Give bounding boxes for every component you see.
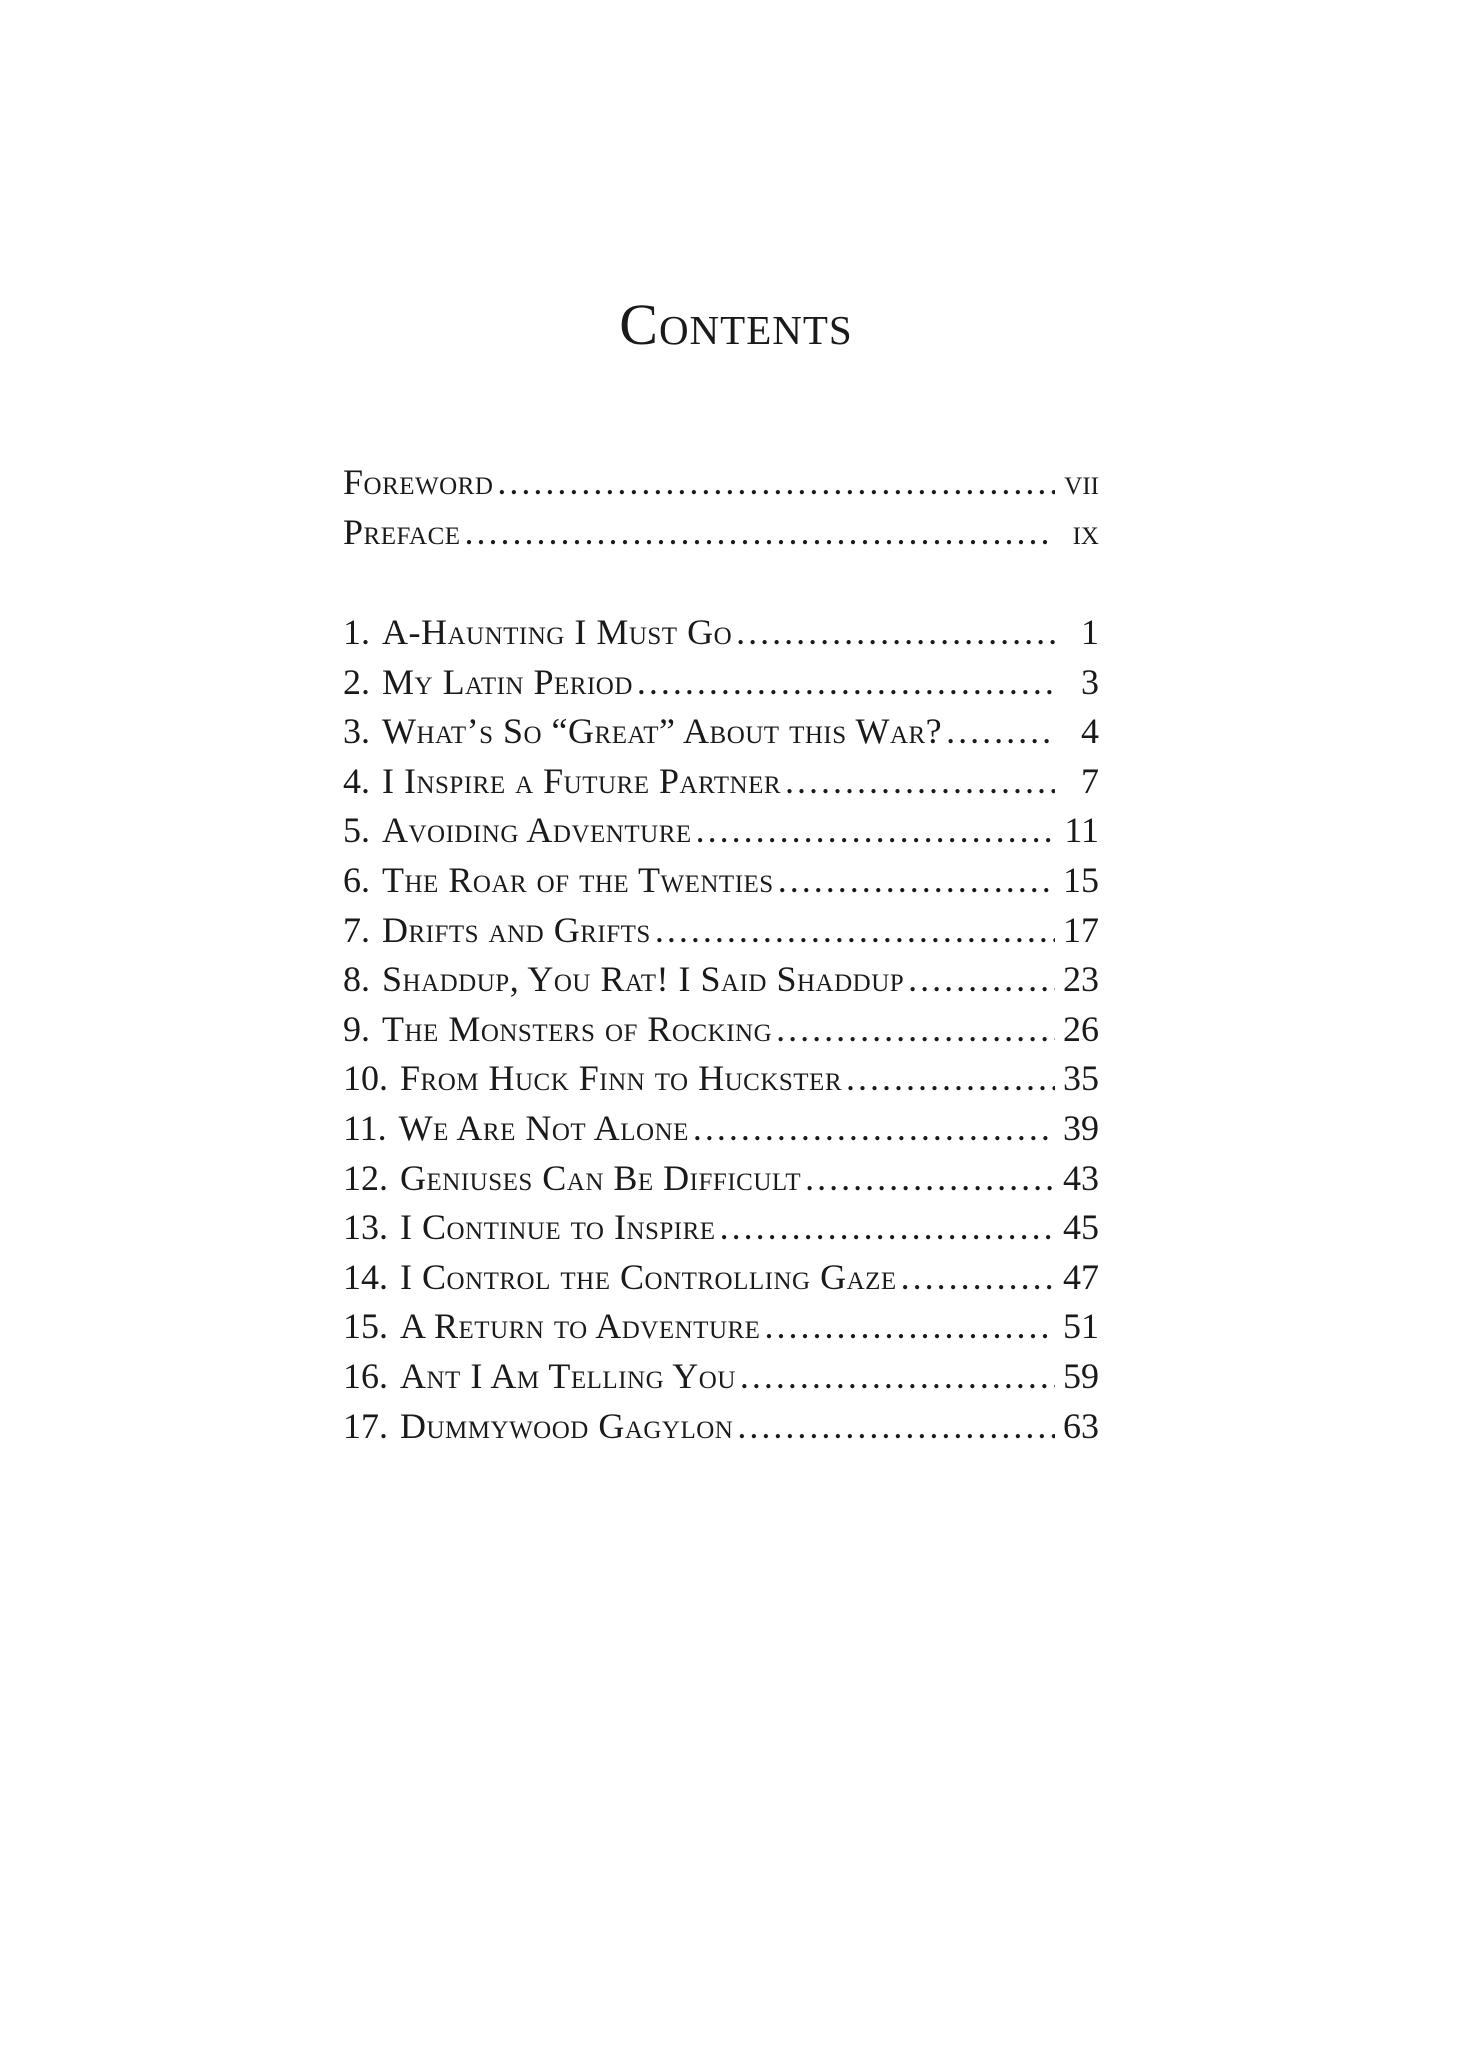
chapter-title: Avoiding Adventure bbox=[382, 810, 692, 851]
dot-leader bbox=[737, 1402, 1055, 1452]
chapter-page: 26 bbox=[1063, 1008, 1099, 1049]
chapter-page: 15 bbox=[1063, 859, 1099, 900]
toc-entry-chapter[interactable] bbox=[343, 757, 1099, 807]
toc-entry-chapter[interactable] bbox=[343, 1253, 1099, 1303]
dot-leader bbox=[465, 508, 1055, 558]
chapter-number: 8. bbox=[343, 959, 370, 1000]
chapter-title: A Return to Adventure bbox=[400, 1306, 761, 1347]
chapter-title: I Inspire a Future Partner bbox=[382, 760, 782, 801]
chapter-title: The Roar of the Twenties bbox=[382, 859, 774, 900]
dot-leader bbox=[693, 1104, 1055, 1154]
toc-entry-preface[interactable] bbox=[343, 508, 1099, 558]
chapter-number: 6. bbox=[343, 859, 370, 900]
chapter-page: 47 bbox=[1063, 1256, 1099, 1297]
chapter-number: 13. bbox=[343, 1207, 388, 1248]
dot-leader bbox=[655, 906, 1055, 956]
chapter-number: 9. bbox=[343, 1008, 370, 1049]
chapter-number: 11. bbox=[343, 1107, 387, 1148]
chapter-title: Drifts and Grifts bbox=[382, 909, 651, 950]
toc-entry-page: ix bbox=[1072, 511, 1099, 552]
toc-entry-chapter[interactable] bbox=[343, 1054, 1099, 1104]
chapter-number: 3. bbox=[343, 711, 370, 752]
chapter-title: Shaddup, You Rat! I Said Shaddup bbox=[382, 959, 905, 1000]
toc-entry-title: Preface bbox=[343, 511, 461, 552]
chapter-title: My Latin Period bbox=[382, 661, 633, 702]
chapter-number: 4. bbox=[343, 760, 370, 801]
chapter-number: 1. bbox=[343, 612, 370, 652]
dot-leader bbox=[736, 608, 1055, 658]
page-title: Contents bbox=[619, 292, 853, 357]
chapter-number: 10. bbox=[343, 1058, 388, 1099]
dot-leader bbox=[901, 1253, 1055, 1303]
chapter-page: 1 bbox=[1081, 612, 1099, 652]
chapter-number: 16. bbox=[343, 1355, 388, 1396]
dot-leader bbox=[908, 955, 1055, 1005]
dot-leader bbox=[764, 1302, 1055, 1352]
toc-entry-chapter[interactable] bbox=[343, 906, 1099, 956]
chapter-page: 7 bbox=[1081, 760, 1099, 801]
toc-entry-title: Foreword bbox=[343, 462, 494, 502]
chapter-page: 45 bbox=[1063, 1207, 1099, 1248]
chapter-title: Dummywood Gagylon bbox=[400, 1405, 734, 1446]
chapter-page: 63 bbox=[1063, 1405, 1099, 1446]
dot-leader bbox=[785, 757, 1055, 807]
chapter-title: Geniuses Can Be Difficult bbox=[400, 1157, 802, 1198]
toc-entry-chapter[interactable] bbox=[343, 1104, 1099, 1154]
chapter-title: Ant I Am Telling You bbox=[400, 1355, 736, 1396]
dot-leader bbox=[946, 707, 1055, 757]
chapter-number: 14. bbox=[343, 1256, 388, 1297]
toc-entry-chapter[interactable] bbox=[343, 1352, 1099, 1402]
toc-entry-chapter[interactable] bbox=[343, 856, 1099, 906]
chapter-page: 23 bbox=[1063, 959, 1099, 1000]
chapter-page: 39 bbox=[1063, 1107, 1099, 1148]
chapter-page: 4 bbox=[1081, 711, 1099, 752]
toc-entry-chapter[interactable] bbox=[343, 806, 1099, 856]
chapter-title: I Continue to Inspire bbox=[400, 1207, 716, 1248]
dot-leader bbox=[740, 1352, 1055, 1402]
chapter-list bbox=[343, 608, 1099, 1451]
chapter-page: 17 bbox=[1063, 909, 1099, 950]
toc-entry-chapter[interactable] bbox=[343, 1005, 1099, 1055]
chapter-number: 7. bbox=[343, 909, 370, 950]
chapter-title: We Are Not Alone bbox=[398, 1107, 689, 1148]
chapter-title: What’s So “Great” About this War? bbox=[382, 711, 943, 752]
chapter-title: The Monsters of Rocking bbox=[382, 1008, 773, 1049]
chapter-page: 35 bbox=[1063, 1058, 1099, 1099]
chapter-number: 2. bbox=[343, 661, 370, 702]
chapter-number: 15. bbox=[343, 1306, 388, 1347]
toc-entry-chapter[interactable] bbox=[343, 1154, 1099, 1204]
chapter-number: 17. bbox=[343, 1405, 388, 1446]
chapter-number: 12. bbox=[343, 1157, 388, 1198]
chapter-number: 5. bbox=[343, 810, 370, 851]
chapter-title: I Control the Controlling Gaze bbox=[400, 1256, 897, 1297]
toc-entry-chapter[interactable] bbox=[343, 1302, 1099, 1352]
chapter-title: From Huck Finn to Huckster bbox=[400, 1058, 842, 1099]
front-matter-list bbox=[343, 458, 1099, 557]
chapter-page: 51 bbox=[1063, 1306, 1099, 1347]
dot-leader bbox=[778, 856, 1055, 906]
toc-entry-chapter[interactable] bbox=[343, 707, 1099, 757]
chapter-page: 43 bbox=[1063, 1157, 1099, 1198]
toc-entry-chapter[interactable] bbox=[343, 1402, 1099, 1452]
toc-entry-chapter[interactable] bbox=[343, 955, 1099, 1005]
dot-leader bbox=[497, 458, 1055, 508]
toc-entry-chapter[interactable] bbox=[343, 658, 1099, 708]
dot-leader bbox=[846, 1054, 1055, 1104]
dot-leader bbox=[696, 806, 1055, 856]
dot-leader bbox=[805, 1154, 1055, 1204]
chapter-page: 11 bbox=[1064, 810, 1099, 851]
chapter-title: A-Haunting I Must Go bbox=[382, 612, 733, 652]
dot-leader bbox=[637, 658, 1055, 708]
toc-entry-chapter[interactable] bbox=[343, 608, 1099, 658]
toc-entry-foreword[interactable] bbox=[343, 458, 1099, 508]
dot-leader bbox=[776, 1005, 1055, 1055]
dot-leader bbox=[720, 1203, 1055, 1253]
chapter-page: 3 bbox=[1081, 661, 1099, 702]
toc-entry-page: vii bbox=[1064, 462, 1099, 502]
chapter-page: 59 bbox=[1063, 1355, 1099, 1396]
toc-entry-chapter[interactable] bbox=[343, 1203, 1099, 1253]
